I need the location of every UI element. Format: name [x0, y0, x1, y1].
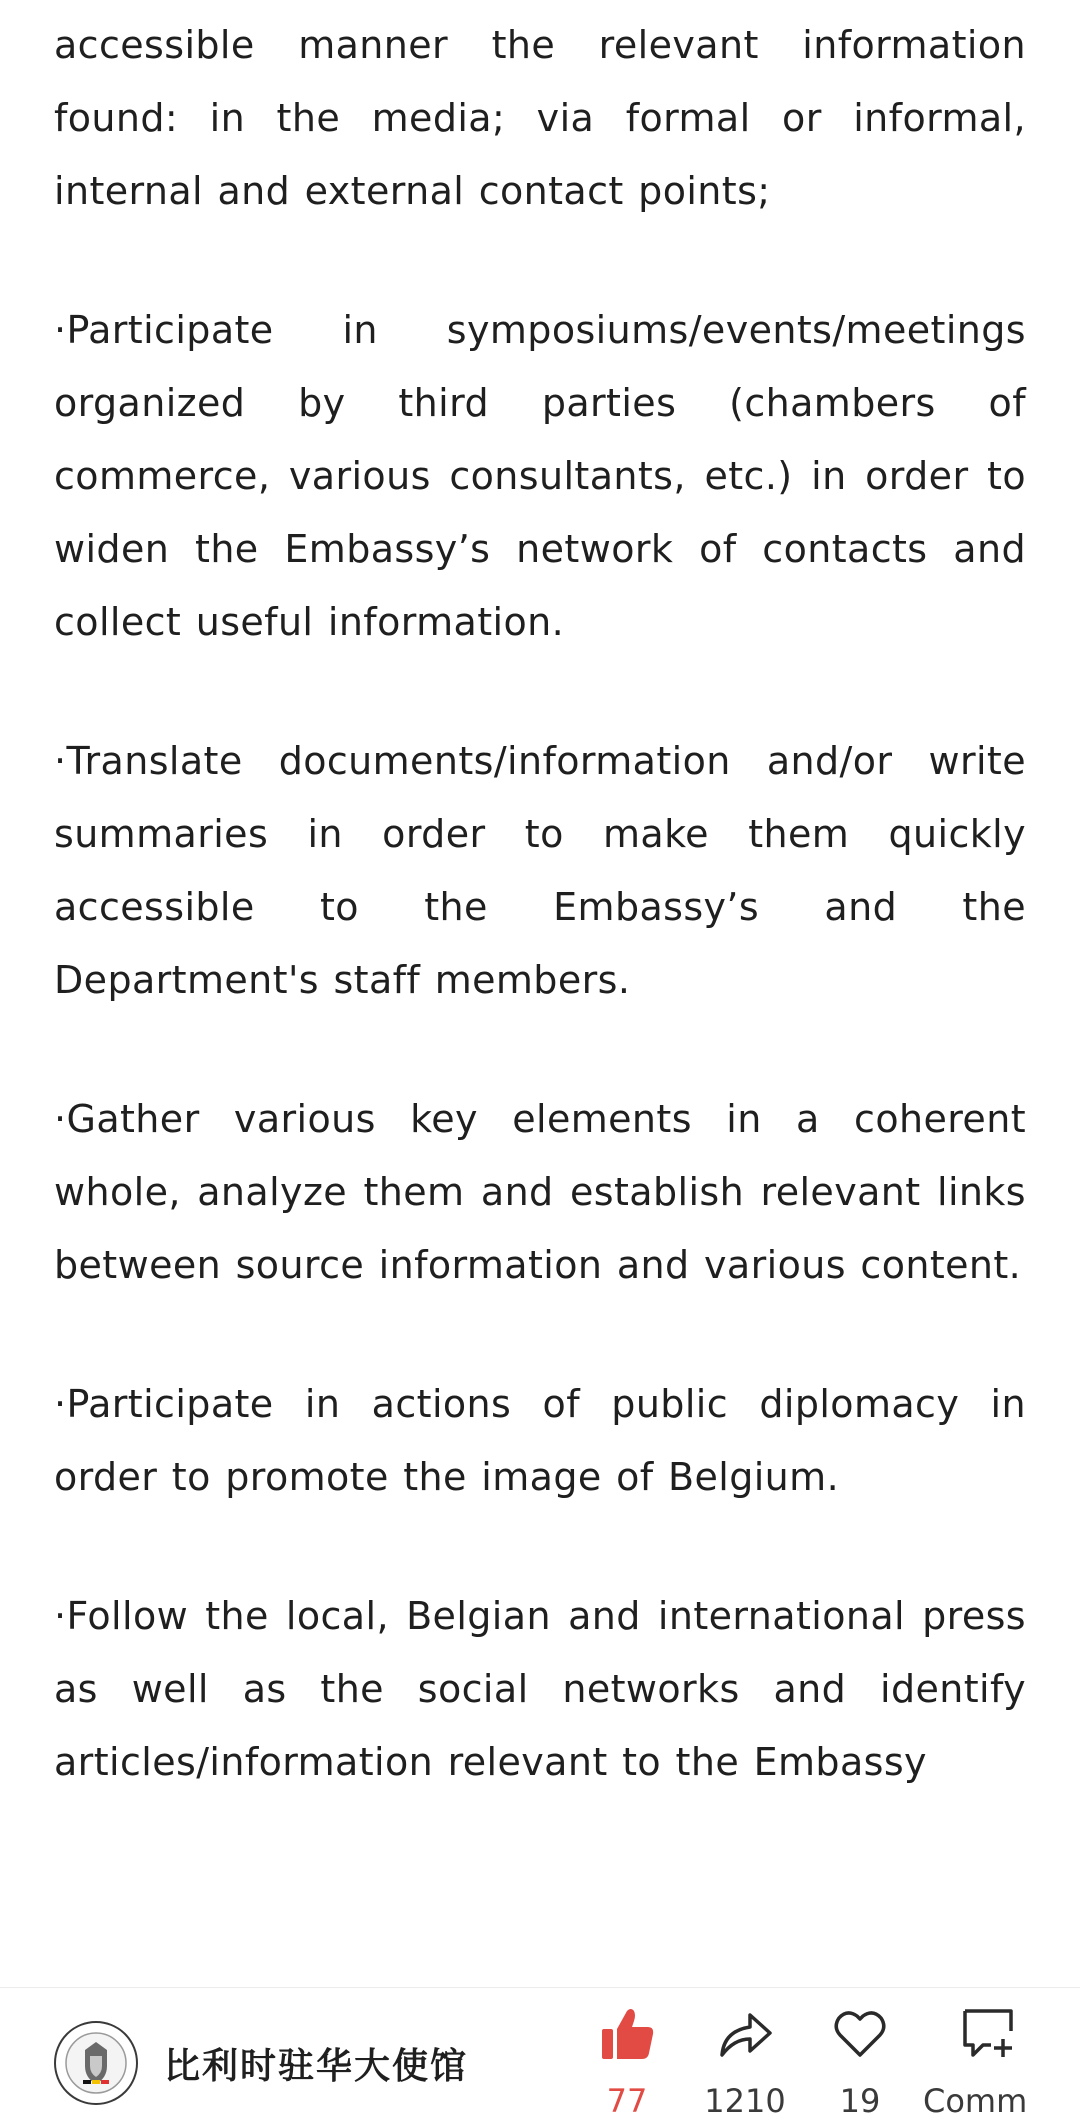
share-arrow-icon — [715, 2004, 775, 2064]
bottom-action-bar — [0, 1987, 1080, 2128]
article-paragraph: ·Follow the local, Belgian and international press as well as the social networks and identify articles/information relevant to the Embassy — [54, 1594, 1026, 1784]
account-link[interactable] — [54, 2020, 468, 2106]
article-paragraph: ·Participate in symposiums/events/meetings organized by third parties (chambers of commerce, various consultants, etc.) in order to widen the Embassy’s network of contacts and collect useful information. — [54, 308, 1026, 644]
like-count: 77 — [606, 2082, 648, 2120]
article-paragraph: ·Gather various key elements in a coherent whole, analyze them and establish relevant links between source information and various content. — [54, 1097, 1026, 1287]
share-count: 1210 — [704, 2082, 786, 2120]
favorite-count: 19 — [839, 2082, 881, 2120]
article-paragraph: ·Participate in actions of public diplomacy in order to promote the image of Belgium. — [54, 1382, 1026, 1499]
embassy-seal-icon — [63, 2030, 129, 2096]
heart-icon — [830, 2004, 890, 2064]
favorite-button[interactable] — [805, 2004, 915, 2120]
comment-add-icon — [958, 2004, 1018, 2064]
avatar[interactable] — [54, 2021, 138, 2105]
article-paragraph: ·Translate documents/information and/or write summaries in order to make them quickly accessible to the Embassy’s and the Department's staff members. — [54, 739, 1026, 1002]
comment-button[interactable] — [918, 2004, 1058, 2120]
share-button[interactable] — [690, 2004, 800, 2120]
article-body — [54, 0, 1026, 1865]
article-paragraph: accessible manner the relevant information found: in the media; via formal or informal, internal and external contact points; — [54, 23, 1026, 213]
like-button[interactable] — [572, 2004, 682, 2120]
account-name[interactable]: 比利时驻华大使馆 — [164, 2045, 469, 2087]
thumbs-up-icon — [597, 2004, 657, 2064]
comment-label: Comm — [923, 2082, 1028, 2120]
